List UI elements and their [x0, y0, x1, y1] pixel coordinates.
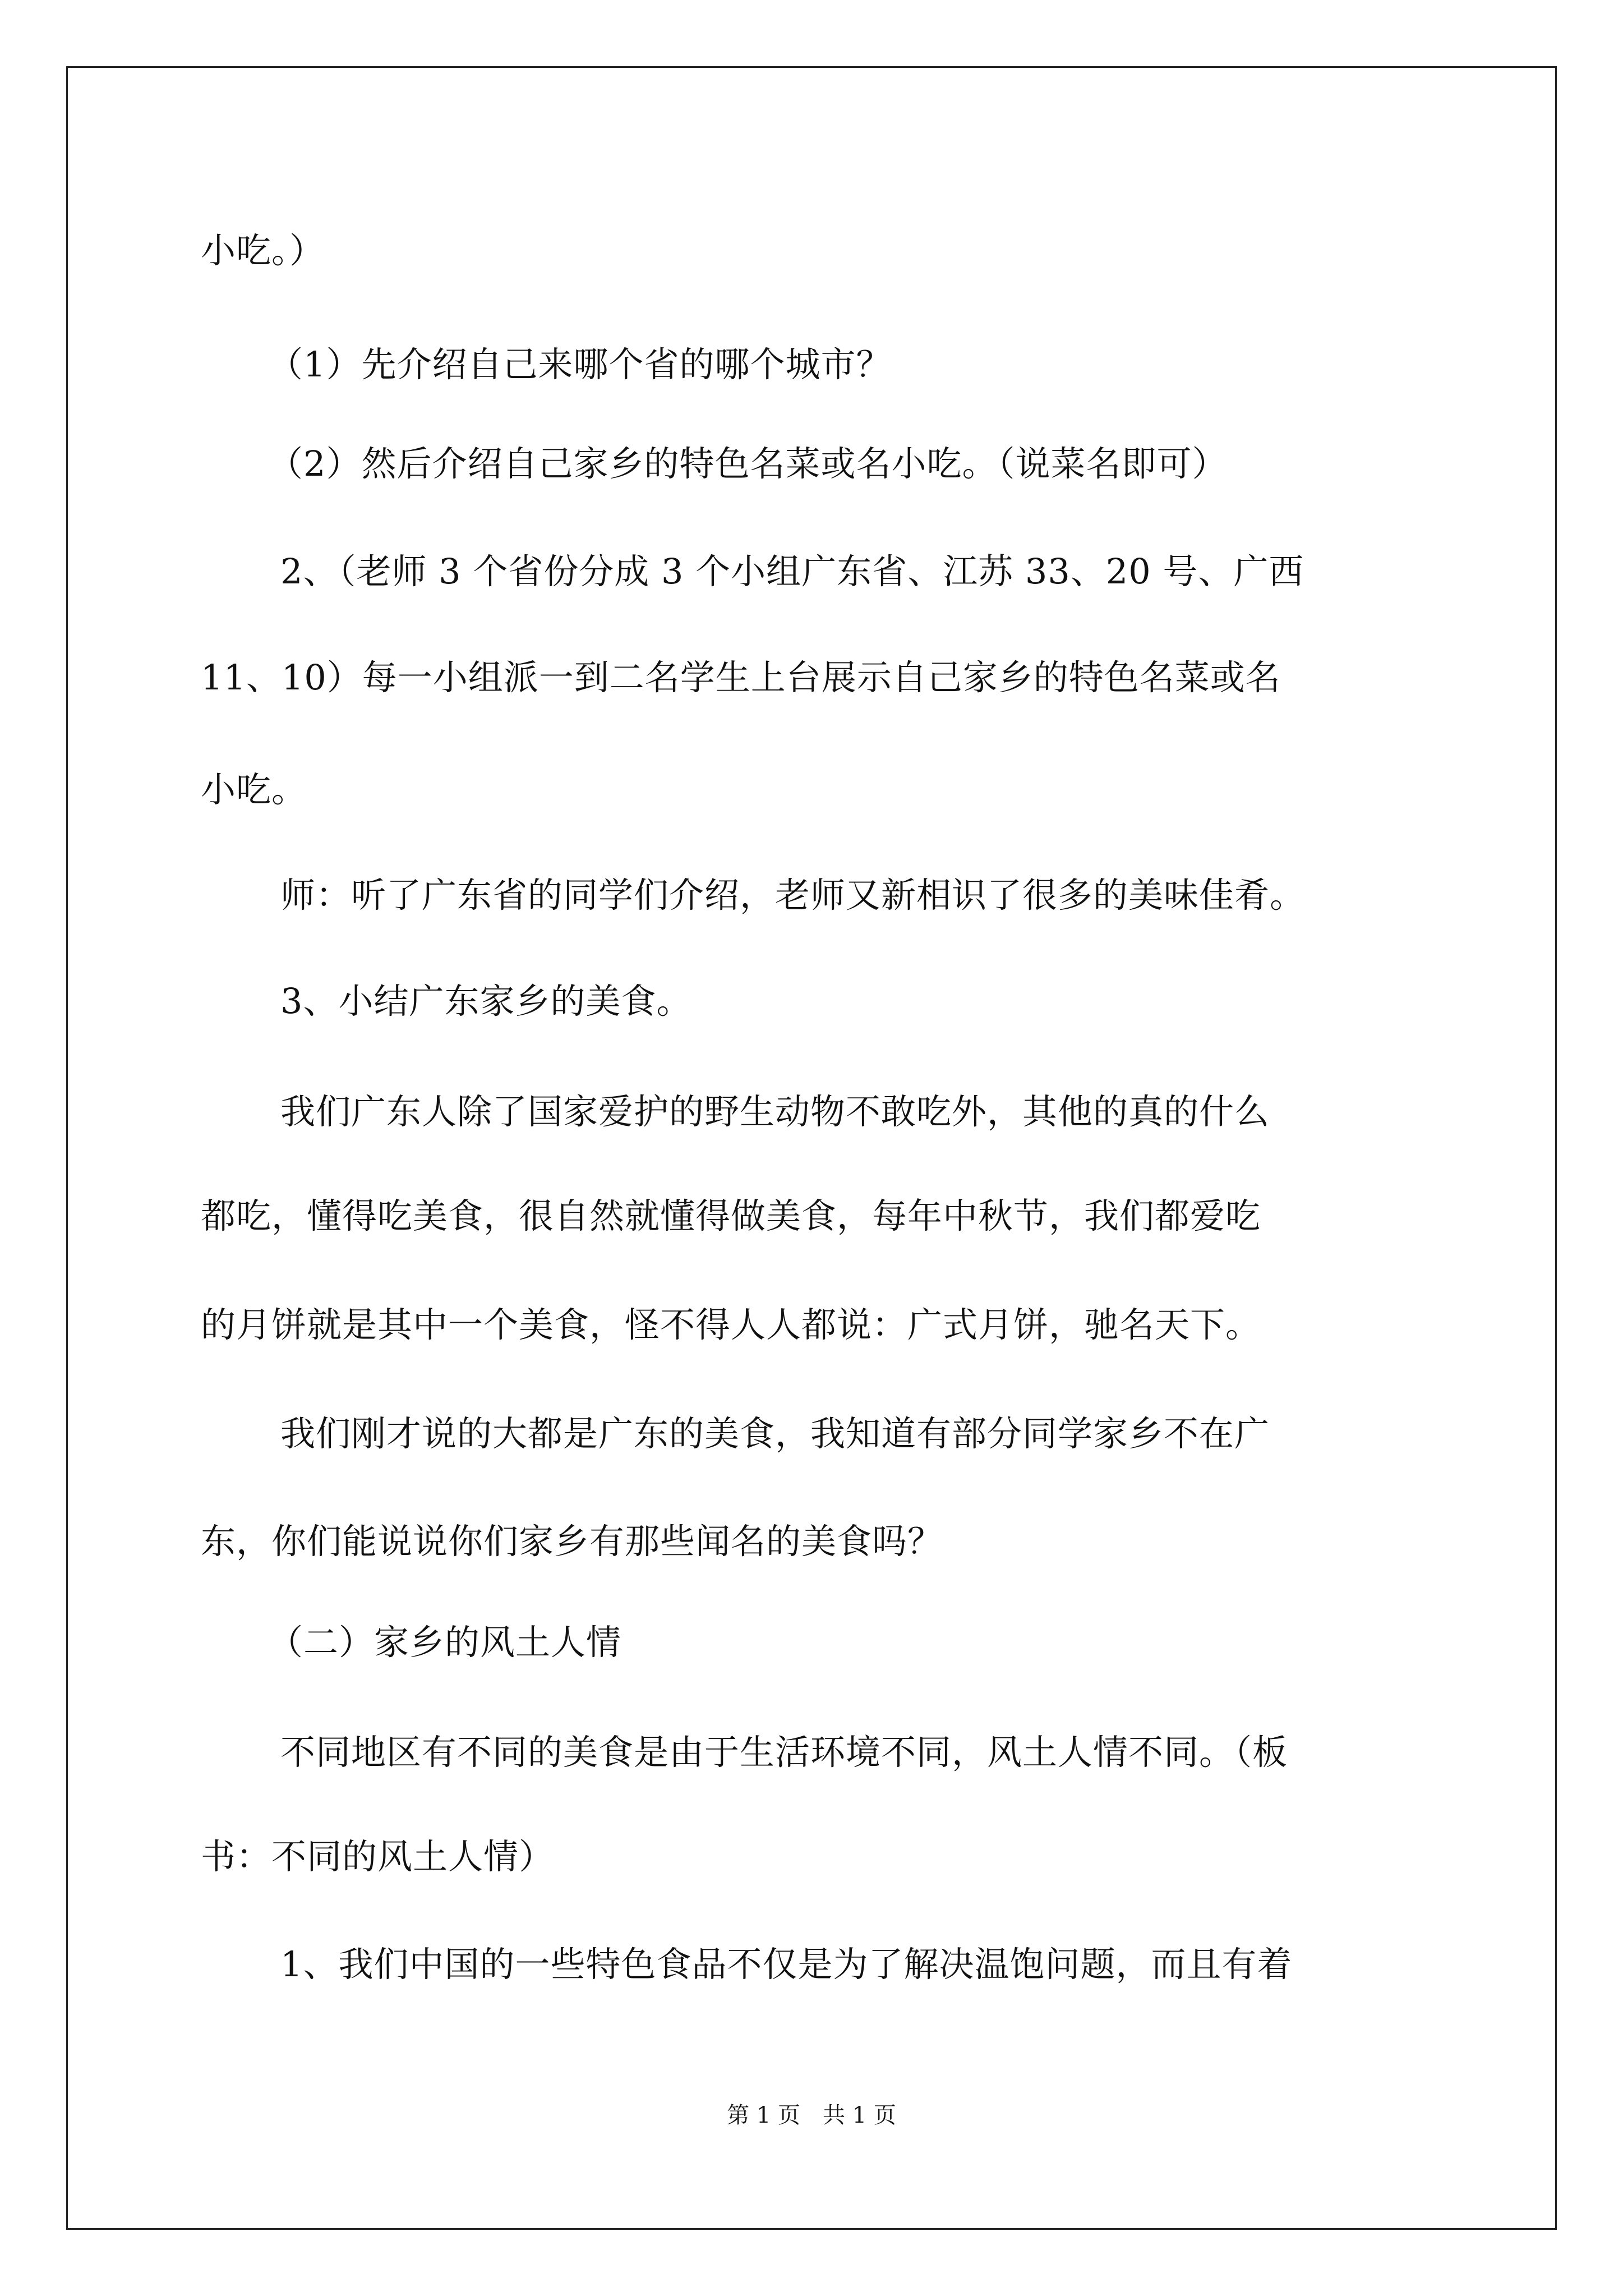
text-line-4: 2、（老师 3 个省份分成 3 个小组广东省、江苏 33、20 号、广西	[280, 551, 1304, 592]
text-line-16: 书：不同的风土人情）	[201, 1836, 555, 1877]
page-footer: 第 1 页 共 1 页	[727, 2102, 896, 2128]
text-line-1: 小吃。）	[201, 230, 325, 271]
text-line-13: 东，你们能说说你们家乡有那些闻名的美食吗？	[201, 1521, 943, 1562]
text-line-14: （二）家乡的风土人情	[268, 1622, 622, 1663]
text-line-8: 3、小结广东家乡的美食。	[280, 981, 692, 1022]
text-line-11: 的月饼就是其中一个美食，怪不得人人都说：广式月饼，驰名天下。	[201, 1304, 1261, 1345]
page-border	[66, 66, 1557, 2230]
text-line-10: 都吃，懂得吃美食，很自然就懂得做美食，每年中秋节，我们都爱吃	[201, 1195, 1261, 1236]
text-line-12: 我们刚才说的大都是广东的美食，我知道有部分同学家乡不在广	[280, 1413, 1270, 1454]
text-line-5: 11、10）每一小组派一到二名学生上台展示自己家乡的特色名菜或名	[201, 657, 1281, 698]
text-line-15: 不同地区有不同的美食是由于生活环境不同，风土人情不同。（板	[280, 1732, 1288, 1773]
text-line-3: （2）然后介绍自己家乡的特色名菜或名小吃。（说菜名即可）	[268, 443, 1228, 484]
text-line-17: 1、我们中国的一些特色食品不仅是为了解决温饱问题，而且有着	[280, 1944, 1293, 1985]
text-line-2: （1）先介绍自己来哪个省的哪个城市？	[268, 344, 892, 385]
text-line-6: 小吃。	[201, 769, 307, 810]
text-line-7: 师：听了广东省的同学们介绍，老师又新相识了很多的美味佳肴。	[280, 875, 1306, 915]
text-line-9: 我们广东人除了国家爱护的野生动物不敢吃外，其他的真的什么	[280, 1091, 1270, 1132]
